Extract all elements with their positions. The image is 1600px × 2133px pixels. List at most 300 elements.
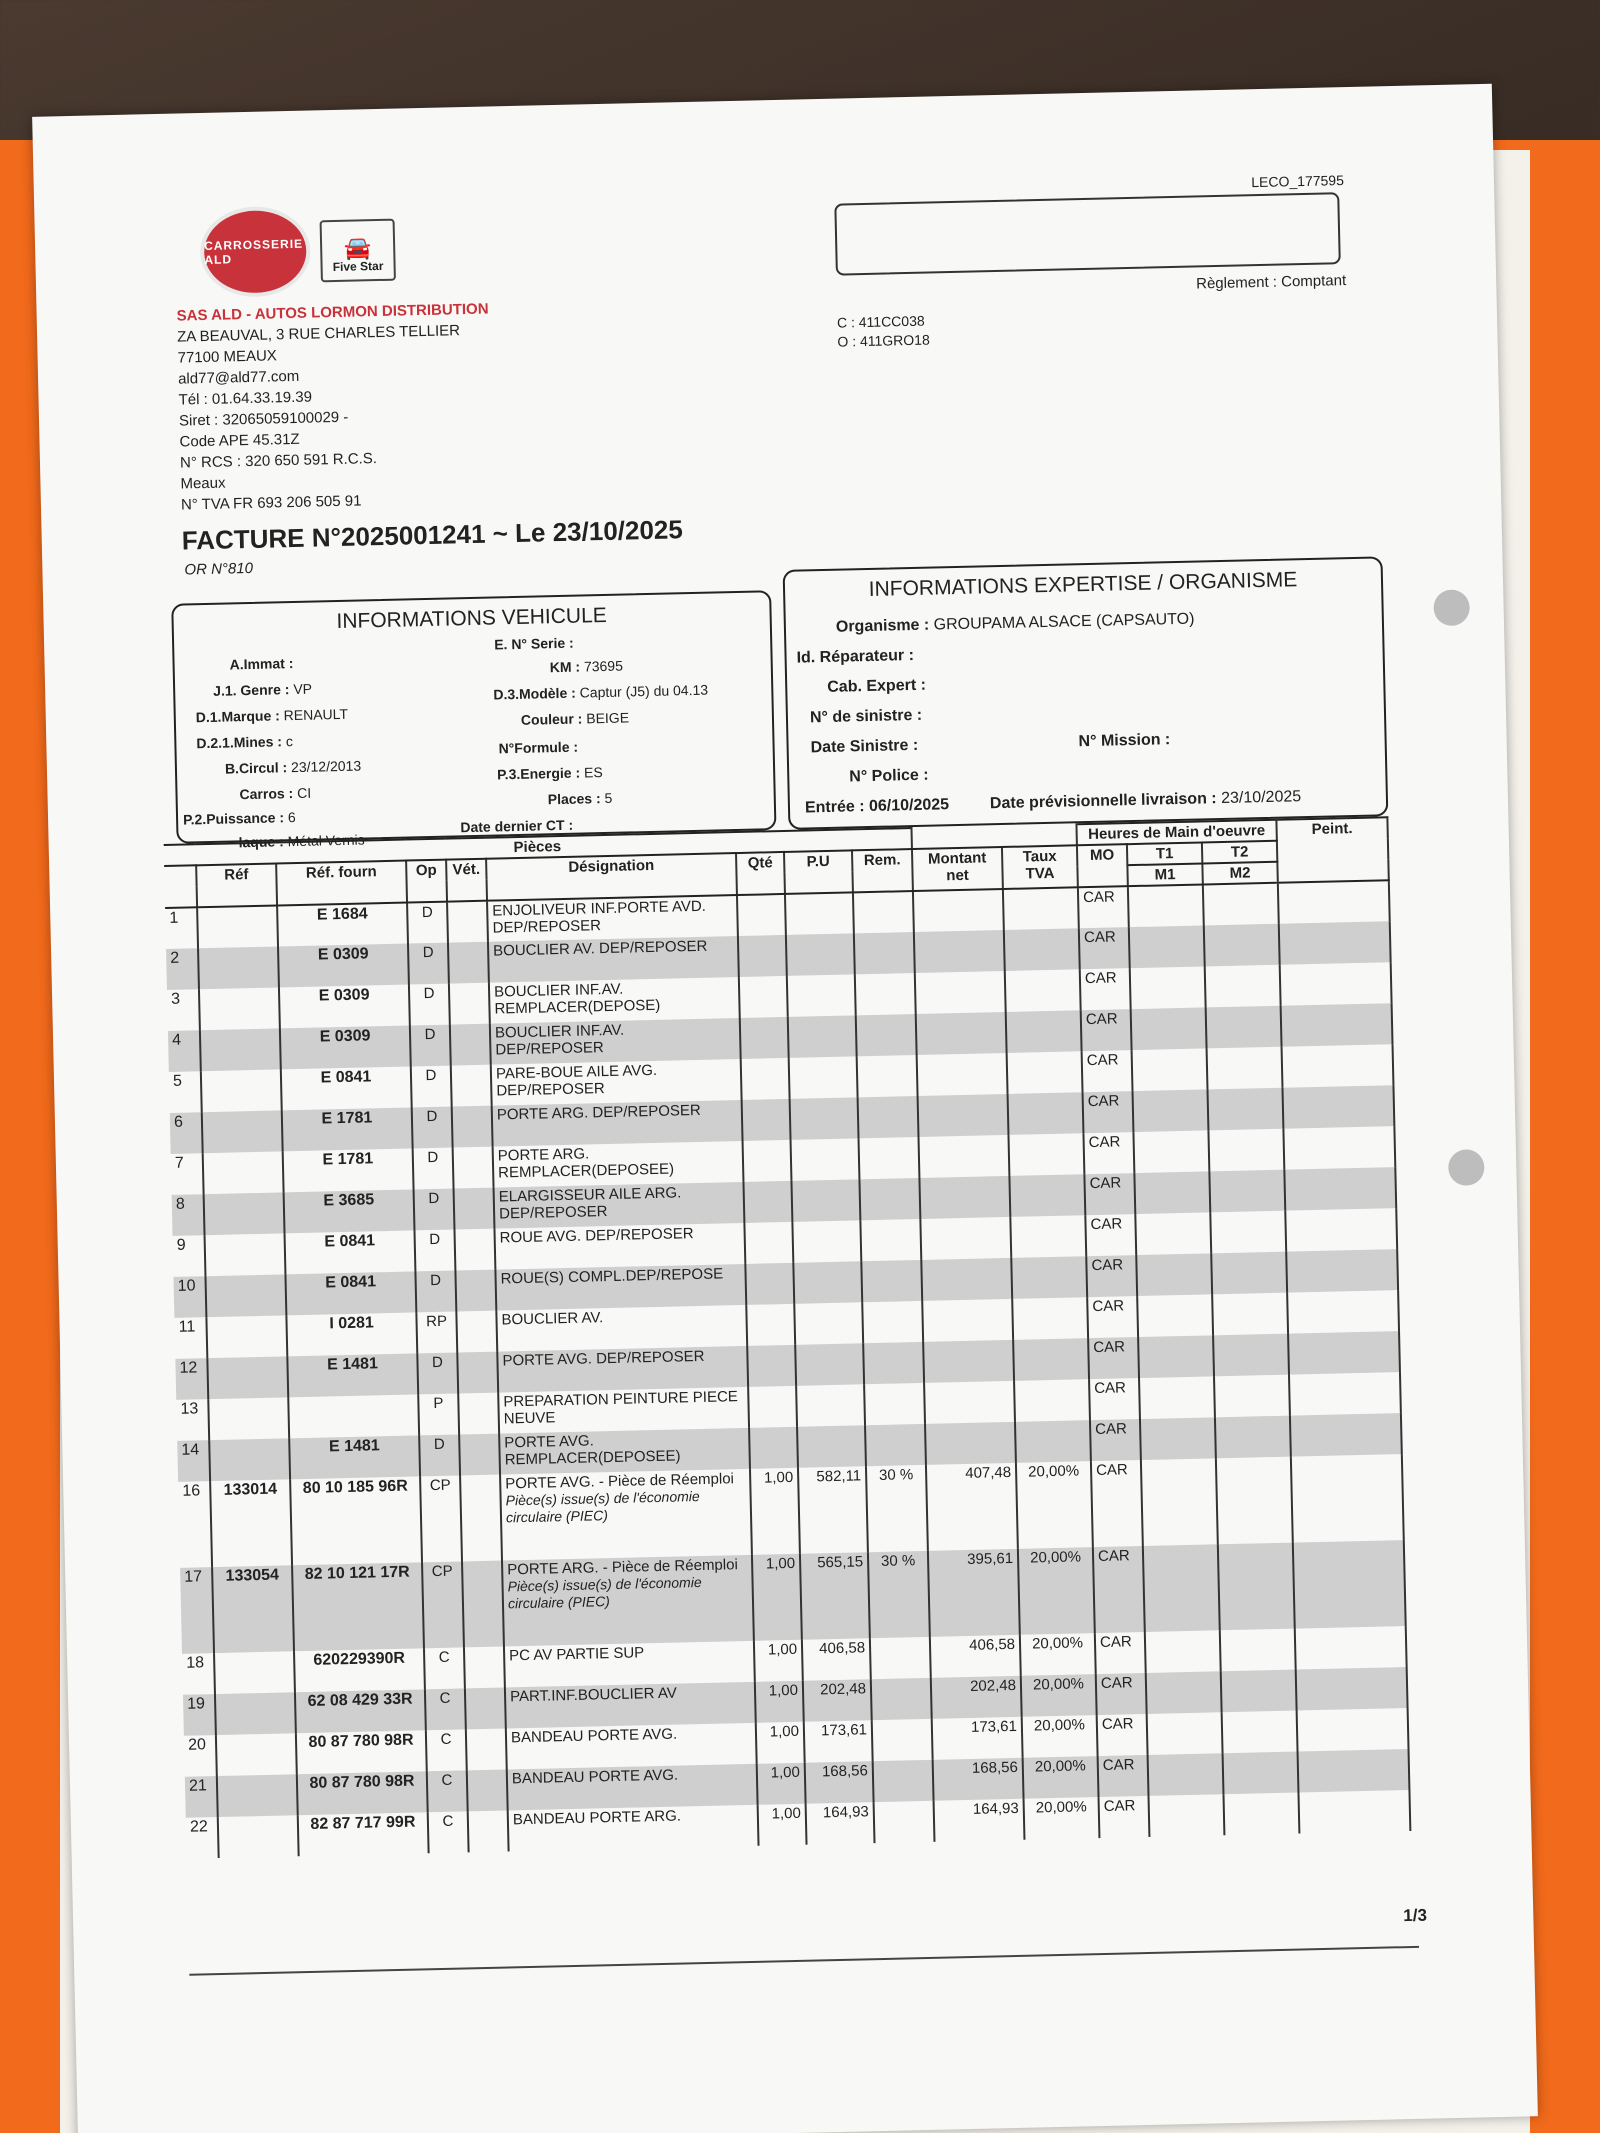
row-designation-text: PORTE AVG. - Pièce de Réemploi bbox=[505, 1470, 735, 1493]
row-op: RP bbox=[416, 1312, 457, 1354]
col-designation: Désignation bbox=[486, 853, 737, 901]
company-ape: Code APE 45.31Z bbox=[179, 430, 300, 451]
row-mo: CAR bbox=[1080, 968, 1131, 1010]
row-ref-fourn: E 0309 bbox=[279, 984, 410, 1028]
row-ref-fourn: 82 10 121 17R bbox=[292, 1562, 424, 1651]
row-rem bbox=[858, 1096, 919, 1138]
laque-field: laque : Métal Vernis bbox=[238, 831, 365, 851]
row-designation-text: BOUCLIER INF.AV. DEP/REPOSER bbox=[494, 1021, 625, 1059]
row-mo: CAR bbox=[1089, 1378, 1140, 1420]
row-ref-fourn: 82 87 717 99R bbox=[298, 1812, 429, 1856]
col-peint: Peint. bbox=[1276, 817, 1388, 883]
punch-hole bbox=[1433, 589, 1470, 626]
row-vet bbox=[465, 1688, 506, 1730]
row-t2 bbox=[1210, 1211, 1286, 1254]
row-qte: 1,00 bbox=[758, 1804, 807, 1846]
row-tva: 20,00% bbox=[1020, 1633, 1096, 1676]
row-mo: CAR bbox=[1090, 1419, 1141, 1461]
row-tva bbox=[1008, 1092, 1084, 1135]
row-op: D bbox=[412, 1107, 453, 1149]
row-ref-fourn: E 1684 bbox=[277, 903, 408, 947]
police-field: N° Police : bbox=[849, 766, 929, 786]
row-op: D bbox=[408, 943, 449, 985]
col-ref: Réf bbox=[196, 863, 277, 907]
col-rem: Rem. bbox=[852, 849, 913, 892]
col-mo: MO bbox=[1077, 844, 1128, 887]
row-designation-text: BANDEAU PORTE ARG. bbox=[512, 1807, 682, 1829]
invoice-page bbox=[32, 84, 1538, 2133]
row-t2 bbox=[1214, 1375, 1290, 1418]
row-t1 bbox=[1146, 1671, 1222, 1714]
row-t2 bbox=[1203, 883, 1279, 926]
row-rem bbox=[874, 1801, 935, 1843]
row-t1 bbox=[1131, 1007, 1207, 1050]
row-number: 10 bbox=[173, 1276, 206, 1318]
row-t2 bbox=[1211, 1252, 1287, 1295]
row-mo: CAR bbox=[1099, 1796, 1150, 1838]
row-vet bbox=[449, 983, 490, 1025]
invoice-title: FACTURE N°2025001241 ~ Le 23/10/2025 bbox=[181, 514, 684, 556]
row-ref-fourn bbox=[288, 1394, 419, 1438]
row-designation bbox=[488, 936, 739, 983]
col-qte: Qté bbox=[736, 852, 785, 895]
col-montant: Montant net bbox=[912, 847, 1003, 891]
row-qte bbox=[746, 1304, 795, 1346]
row-ref bbox=[214, 1651, 295, 1694]
row-qte bbox=[747, 1345, 796, 1387]
row-pu bbox=[786, 933, 855, 976]
row-pu bbox=[795, 1343, 864, 1386]
row-montant bbox=[914, 930, 1005, 973]
row-designation bbox=[494, 1223, 745, 1270]
row-montant bbox=[925, 1422, 1016, 1465]
row-t2 bbox=[1205, 965, 1281, 1008]
row-montant bbox=[915, 971, 1006, 1014]
row-number: 21 bbox=[185, 1776, 218, 1818]
row-op: D bbox=[415, 1271, 456, 1313]
row-designation-text: ENJOLIVEUR INF.PORTE AVD. DEP/REPOSER bbox=[492, 897, 707, 937]
row-tva: 20,00% bbox=[1016, 1461, 1093, 1549]
organisme-field: Organisme : GROUPAMA ALSACE (CAPSAUTO) bbox=[835, 610, 1195, 636]
row-ref-fourn: E 0309 bbox=[280, 1025, 411, 1069]
row-number: 6 bbox=[170, 1112, 203, 1154]
row-peint bbox=[1282, 1085, 1394, 1129]
row-designation bbox=[498, 1387, 749, 1434]
row-rem bbox=[862, 1301, 923, 1343]
row-op: C bbox=[426, 1729, 467, 1771]
row-ref-fourn: 620229390R bbox=[294, 1648, 425, 1692]
row-pu bbox=[787, 974, 856, 1017]
row-montant: 395,61 bbox=[928, 1549, 1020, 1637]
row-t1 bbox=[1149, 1794, 1225, 1837]
row-designation-text: BOUCLIER AV. DEP/REPOSER bbox=[492, 937, 708, 960]
entree-field: Entrée : 06/10/2025 bbox=[804, 796, 950, 817]
row-montant bbox=[920, 1217, 1011, 1260]
row-ref-fourn: 62 08 429 33R bbox=[295, 1689, 426, 1733]
expert-field: Cab. Expert : bbox=[827, 676, 927, 696]
row-peint bbox=[1280, 962, 1392, 1006]
row-t2 bbox=[1212, 1293, 1288, 1336]
row-tva bbox=[1009, 1174, 1085, 1217]
row-designation-text: BOUCLIER AV. bbox=[501, 1309, 604, 1329]
row-mo: CAR bbox=[1083, 1091, 1134, 1133]
row-pu bbox=[788, 1015, 857, 1058]
row-vet bbox=[468, 1810, 509, 1852]
row-number: 20 bbox=[184, 1735, 217, 1777]
client-code-c: C : 411CC038 bbox=[836, 312, 925, 331]
row-ref bbox=[205, 1233, 286, 1276]
row-t1 bbox=[1138, 1335, 1214, 1378]
company-name: SAS ALD - AUTOS LORMON DISTRIBUTION bbox=[176, 300, 489, 325]
row-op: P bbox=[418, 1393, 459, 1435]
client-address-box bbox=[834, 192, 1341, 275]
row-peint bbox=[1282, 1044, 1394, 1088]
row-t2 bbox=[1215, 1416, 1291, 1459]
row-pu bbox=[794, 1302, 863, 1345]
row-t1 bbox=[1136, 1253, 1212, 1296]
row-ref-fourn: E 1481 bbox=[287, 1353, 418, 1397]
row-qte bbox=[737, 894, 786, 936]
expertise-info-title: INFORMATIONS EXPERTISE / ORGANISME bbox=[868, 568, 1298, 601]
sinistre-field: N° de sinistre : bbox=[809, 706, 923, 727]
circul-field: B.Circul : 23/12/2013 bbox=[224, 757, 362, 777]
row-ref bbox=[201, 1069, 282, 1112]
row-mo: CAR bbox=[1087, 1296, 1138, 1338]
row-qte bbox=[749, 1427, 798, 1469]
row-rem bbox=[873, 1760, 934, 1802]
row-peint bbox=[1298, 1749, 1410, 1793]
row-qte: 1,00 bbox=[752, 1554, 802, 1641]
row-pu bbox=[791, 1138, 860, 1181]
row-montant bbox=[918, 1094, 1009, 1137]
row-vet bbox=[450, 1024, 491, 1066]
row-ref bbox=[204, 1192, 285, 1235]
row-montant bbox=[919, 1176, 1010, 1219]
row-tva bbox=[1008, 1133, 1084, 1176]
row-designation-text: BOUCLIER INF.AV. REMPLACER(DEPOSE) bbox=[493, 980, 661, 1018]
row-rem bbox=[859, 1137, 920, 1179]
row-op: D bbox=[417, 1352, 458, 1394]
row-designation-text: PORTE ARG. - Pièce de Réemploi bbox=[507, 1556, 739, 1579]
company-tva: N° TVA FR 693 206 505 91 bbox=[180, 492, 362, 514]
row-vet bbox=[466, 1728, 507, 1770]
row-ref bbox=[202, 1110, 283, 1153]
row-tva bbox=[1012, 1297, 1088, 1340]
row-t2 bbox=[1209, 1170, 1285, 1213]
row-rem: 30 % bbox=[866, 1465, 928, 1552]
date-sinistre-field: Date Sinistre : bbox=[810, 736, 919, 757]
row-designation bbox=[502, 1555, 754, 1647]
row-tva: 20,00% bbox=[1021, 1674, 1097, 1717]
row-t2 bbox=[1207, 1088, 1283, 1131]
company-address: ZA BEAUVAL, 3 RUE CHARLES TELLIER bbox=[176, 322, 461, 346]
row-tva: 20,00% bbox=[1022, 1715, 1098, 1758]
row-rem bbox=[865, 1424, 926, 1466]
row-ref bbox=[218, 1815, 299, 1858]
row-designation-text: PREPARATION PEINTURE PIECE NEUVE bbox=[503, 1388, 739, 1428]
row-rem: 30 % bbox=[868, 1551, 930, 1638]
row-peint bbox=[1286, 1249, 1398, 1293]
row-mo: CAR bbox=[1088, 1337, 1139, 1379]
row-mo: CAR bbox=[1084, 1173, 1135, 1215]
row-op: C bbox=[425, 1688, 466, 1730]
row-designation-text: ROUE AVG. DEP/REPOSER bbox=[499, 1225, 694, 1247]
row-designation bbox=[489, 977, 740, 1024]
row-qte bbox=[742, 1099, 791, 1141]
row-vet bbox=[452, 1106, 493, 1148]
modele-field: D.3.Modèle : Captur (J5) du 04.13 bbox=[493, 681, 709, 703]
row-number: 8 bbox=[172, 1194, 205, 1236]
row-ref-fourn: I 0281 bbox=[286, 1312, 417, 1356]
row-designation-note: Pièce(s) issue(s) de l'économie circulaire (PIEC) bbox=[507, 1574, 702, 1612]
row-ref bbox=[205, 1274, 286, 1317]
row-rem bbox=[856, 1014, 917, 1056]
row-op: C bbox=[424, 1647, 465, 1689]
row-pu: 168,56 bbox=[805, 1761, 874, 1804]
places-field: Places : 5 bbox=[547, 789, 613, 808]
row-vet bbox=[458, 1393, 499, 1435]
row-mo: CAR bbox=[1082, 1050, 1133, 1092]
carros-field: Carros : CI bbox=[239, 784, 312, 803]
row-op: CP bbox=[422, 1561, 464, 1648]
row-t1 bbox=[1128, 884, 1204, 927]
row-rem bbox=[855, 973, 916, 1015]
row-tva bbox=[1004, 928, 1080, 971]
row-t2 bbox=[1213, 1334, 1289, 1377]
row-tva: 20,00% bbox=[1018, 1547, 1095, 1635]
five-star-logo: 🚘 Five Star bbox=[320, 219, 396, 283]
row-pu: 173,61 bbox=[804, 1720, 873, 1763]
row-tva bbox=[1007, 1051, 1083, 1094]
row-rem bbox=[857, 1055, 918, 1097]
row-ref-fourn: 80 87 780 98R bbox=[296, 1730, 427, 1774]
row-ref bbox=[216, 1733, 297, 1776]
row-t2 bbox=[1218, 1543, 1295, 1631]
row-ref bbox=[217, 1774, 298, 1817]
row-designation bbox=[495, 1264, 746, 1311]
row-tva bbox=[1010, 1215, 1086, 1258]
row-t1 bbox=[1140, 1417, 1216, 1460]
row-op: C bbox=[427, 1770, 468, 1812]
row-t2 bbox=[1223, 1752, 1299, 1795]
client-code-o: O : 411GRO18 bbox=[837, 331, 930, 350]
row-designation bbox=[492, 1100, 743, 1147]
row-pu bbox=[785, 892, 854, 935]
row-montant: 406,58 bbox=[930, 1635, 1021, 1678]
row-montant bbox=[916, 1012, 1007, 1055]
row-designation bbox=[508, 1805, 759, 1852]
row-pu: 565,15 bbox=[800, 1552, 870, 1640]
row-designation bbox=[506, 1723, 757, 1770]
reparateur-field: Id. Réparateur : bbox=[796, 646, 915, 667]
company-info bbox=[176, 299, 493, 516]
livraison-field: Date prévisionnelle livraison : 23/10/2025 bbox=[989, 788, 1302, 813]
row-tva bbox=[1013, 1338, 1089, 1381]
couleur-field: Couleur : BEIGE bbox=[520, 709, 630, 728]
row-designation-text: PARE-BOUE AILE AVG. DEP/REPOSER bbox=[495, 1061, 658, 1100]
row-t2 bbox=[1208, 1129, 1284, 1172]
row-qte: 1,00 bbox=[757, 1763, 806, 1805]
row-vet bbox=[459, 1434, 500, 1476]
row-ref-fourn: E 0841 bbox=[281, 1066, 412, 1110]
row-mo: CAR bbox=[1093, 1546, 1145, 1633]
row-vet bbox=[456, 1311, 497, 1353]
row-number: 12 bbox=[175, 1358, 208, 1400]
row-t2 bbox=[1204, 924, 1280, 967]
row-designation-note: Pièce(s) issue(s) de l'économie circulaire (PIEC) bbox=[505, 1488, 700, 1526]
row-designation bbox=[500, 1469, 752, 1561]
row-pu bbox=[796, 1384, 865, 1427]
pieces-group-header: Pièces bbox=[164, 828, 912, 866]
row-montant: 202,48 bbox=[931, 1676, 1022, 1719]
row-ref-fourn: E 1781 bbox=[282, 1107, 413, 1151]
row-mo: CAR bbox=[1098, 1755, 1149, 1797]
row-vet bbox=[448, 942, 489, 984]
row-ref-fourn: E 0841 bbox=[285, 1230, 416, 1274]
page-number: 1/3 bbox=[1403, 1905, 1428, 1926]
row-designation bbox=[504, 1641, 755, 1688]
row-t2 bbox=[1206, 1006, 1282, 1049]
row-t1 bbox=[1139, 1376, 1215, 1419]
row-t1 bbox=[1147, 1712, 1223, 1755]
row-ref bbox=[206, 1315, 287, 1358]
row-tva bbox=[1011, 1256, 1087, 1299]
row-peint bbox=[1293, 1540, 1406, 1628]
genre-field: J.1. Genre : VP bbox=[213, 680, 313, 699]
row-vet bbox=[455, 1270, 496, 1312]
punch-hole bbox=[1448, 1149, 1485, 1186]
row-pu bbox=[793, 1261, 862, 1304]
row-t1 bbox=[1143, 1544, 1220, 1632]
row-peint bbox=[1283, 1126, 1395, 1170]
row-t1 bbox=[1133, 1089, 1209, 1132]
row-rem bbox=[859, 1178, 920, 1220]
row-qte bbox=[740, 1017, 789, 1059]
row-number: 22 bbox=[186, 1817, 219, 1859]
row-peint bbox=[1281, 1003, 1393, 1047]
row-rem bbox=[860, 1219, 921, 1261]
row-pu: 582,11 bbox=[798, 1466, 868, 1554]
row-mo: CAR bbox=[1091, 1460, 1143, 1547]
company-email: ald77@ald77.com bbox=[177, 367, 300, 388]
row-number: 19 bbox=[183, 1694, 216, 1736]
row-ref bbox=[203, 1151, 284, 1194]
row-montant bbox=[917, 1053, 1008, 1096]
row-designation-text: BANDEAU PORTE AVG. bbox=[510, 1725, 678, 1747]
row-peint bbox=[1278, 880, 1390, 924]
row-mo: CAR bbox=[1085, 1214, 1136, 1256]
row-vet bbox=[460, 1475, 502, 1562]
row-peint bbox=[1288, 1331, 1400, 1375]
col-m2: M2 bbox=[1202, 862, 1277, 885]
row-number: 3 bbox=[167, 989, 200, 1031]
immat-field: A.Immat : bbox=[229, 655, 294, 673]
row-vet bbox=[453, 1147, 494, 1189]
row-ref-fourn: 80 87 780 98R bbox=[297, 1771, 428, 1815]
row-ref bbox=[198, 946, 279, 989]
mines-field: D.2.1.Mines : c bbox=[196, 733, 294, 752]
row-tva: 20,00% bbox=[1024, 1797, 1100, 1840]
row-qte: 1,00 bbox=[756, 1722, 805, 1764]
row-montant bbox=[921, 1258, 1012, 1301]
row-designation bbox=[505, 1682, 756, 1729]
row-designation-text: PORTE AVG. DEP/REPOSER bbox=[502, 1347, 705, 1370]
row-ref bbox=[197, 905, 278, 948]
row-rem bbox=[870, 1637, 931, 1679]
row-op: D bbox=[414, 1189, 455, 1231]
row-t1 bbox=[1133, 1130, 1209, 1173]
row-peint bbox=[1287, 1290, 1399, 1334]
row-peint bbox=[1291, 1454, 1404, 1542]
row-designation bbox=[494, 1182, 745, 1229]
row-ref-fourn: E 1481 bbox=[289, 1435, 420, 1479]
client-codes bbox=[837, 312, 930, 352]
row-t2 bbox=[1207, 1047, 1283, 1090]
row-op: CP bbox=[420, 1475, 462, 1562]
row-ref-fourn: E 1781 bbox=[283, 1148, 414, 1192]
row-tva bbox=[1015, 1420, 1091, 1463]
row-number: 18 bbox=[182, 1653, 215, 1695]
row-designation bbox=[493, 1141, 744, 1188]
col-ref-fourn: Réf. fourn bbox=[276, 861, 407, 906]
expertise-info-box bbox=[783, 556, 1389, 830]
col-t1: T1 bbox=[1127, 842, 1202, 865]
row-ref-fourn: E 3685 bbox=[284, 1189, 415, 1233]
row-qte: 1,00 bbox=[754, 1640, 803, 1682]
row-peint bbox=[1289, 1372, 1401, 1416]
row-tva bbox=[1006, 1010, 1082, 1053]
row-number: 1 bbox=[165, 907, 198, 949]
formule-field: N°Formule : bbox=[498, 738, 579, 757]
row-pu: 406,58 bbox=[802, 1638, 871, 1681]
row-pu bbox=[790, 1097, 859, 1140]
row-designation bbox=[491, 1059, 742, 1106]
row-vet bbox=[451, 1065, 492, 1107]
client-header bbox=[834, 172, 1347, 350]
row-ref: 133014 bbox=[210, 1479, 292, 1567]
row-mo: CAR bbox=[1096, 1673, 1147, 1715]
serie-field: E. N° Serie : bbox=[494, 634, 574, 653]
row-t1 bbox=[1130, 966, 1206, 1009]
row-ref: 133054 bbox=[212, 1565, 294, 1653]
row-mo: CAR bbox=[1086, 1255, 1137, 1297]
invoice-lines-table bbox=[164, 816, 1412, 1859]
row-designation-text: PC AV PARTIE SUP bbox=[508, 1644, 645, 1665]
row-mo: CAR bbox=[1083, 1132, 1134, 1174]
row-op: D bbox=[411, 1066, 452, 1108]
row-t1 bbox=[1129, 925, 1205, 968]
row-t2 bbox=[1220, 1629, 1296, 1672]
row-ref bbox=[209, 1438, 290, 1481]
row-qte bbox=[745, 1263, 794, 1305]
row-montant bbox=[922, 1299, 1013, 1342]
row-qte bbox=[738, 935, 787, 977]
row-ref bbox=[215, 1692, 296, 1735]
row-op: D bbox=[414, 1230, 455, 1272]
row-peint bbox=[1290, 1413, 1402, 1457]
row-tva: 20,00% bbox=[1023, 1756, 1099, 1799]
row-qte bbox=[744, 1222, 793, 1264]
row-peint bbox=[1279, 921, 1391, 965]
row-qte bbox=[741, 1058, 790, 1100]
mission-field: N° Mission : bbox=[1078, 731, 1171, 751]
row-t1 bbox=[1145, 1630, 1221, 1673]
col-t2: T2 bbox=[1202, 841, 1277, 864]
row-t2 bbox=[1216, 1457, 1293, 1545]
row-vet bbox=[457, 1352, 498, 1394]
row-ref bbox=[199, 987, 280, 1030]
row-t1 bbox=[1137, 1294, 1213, 1337]
